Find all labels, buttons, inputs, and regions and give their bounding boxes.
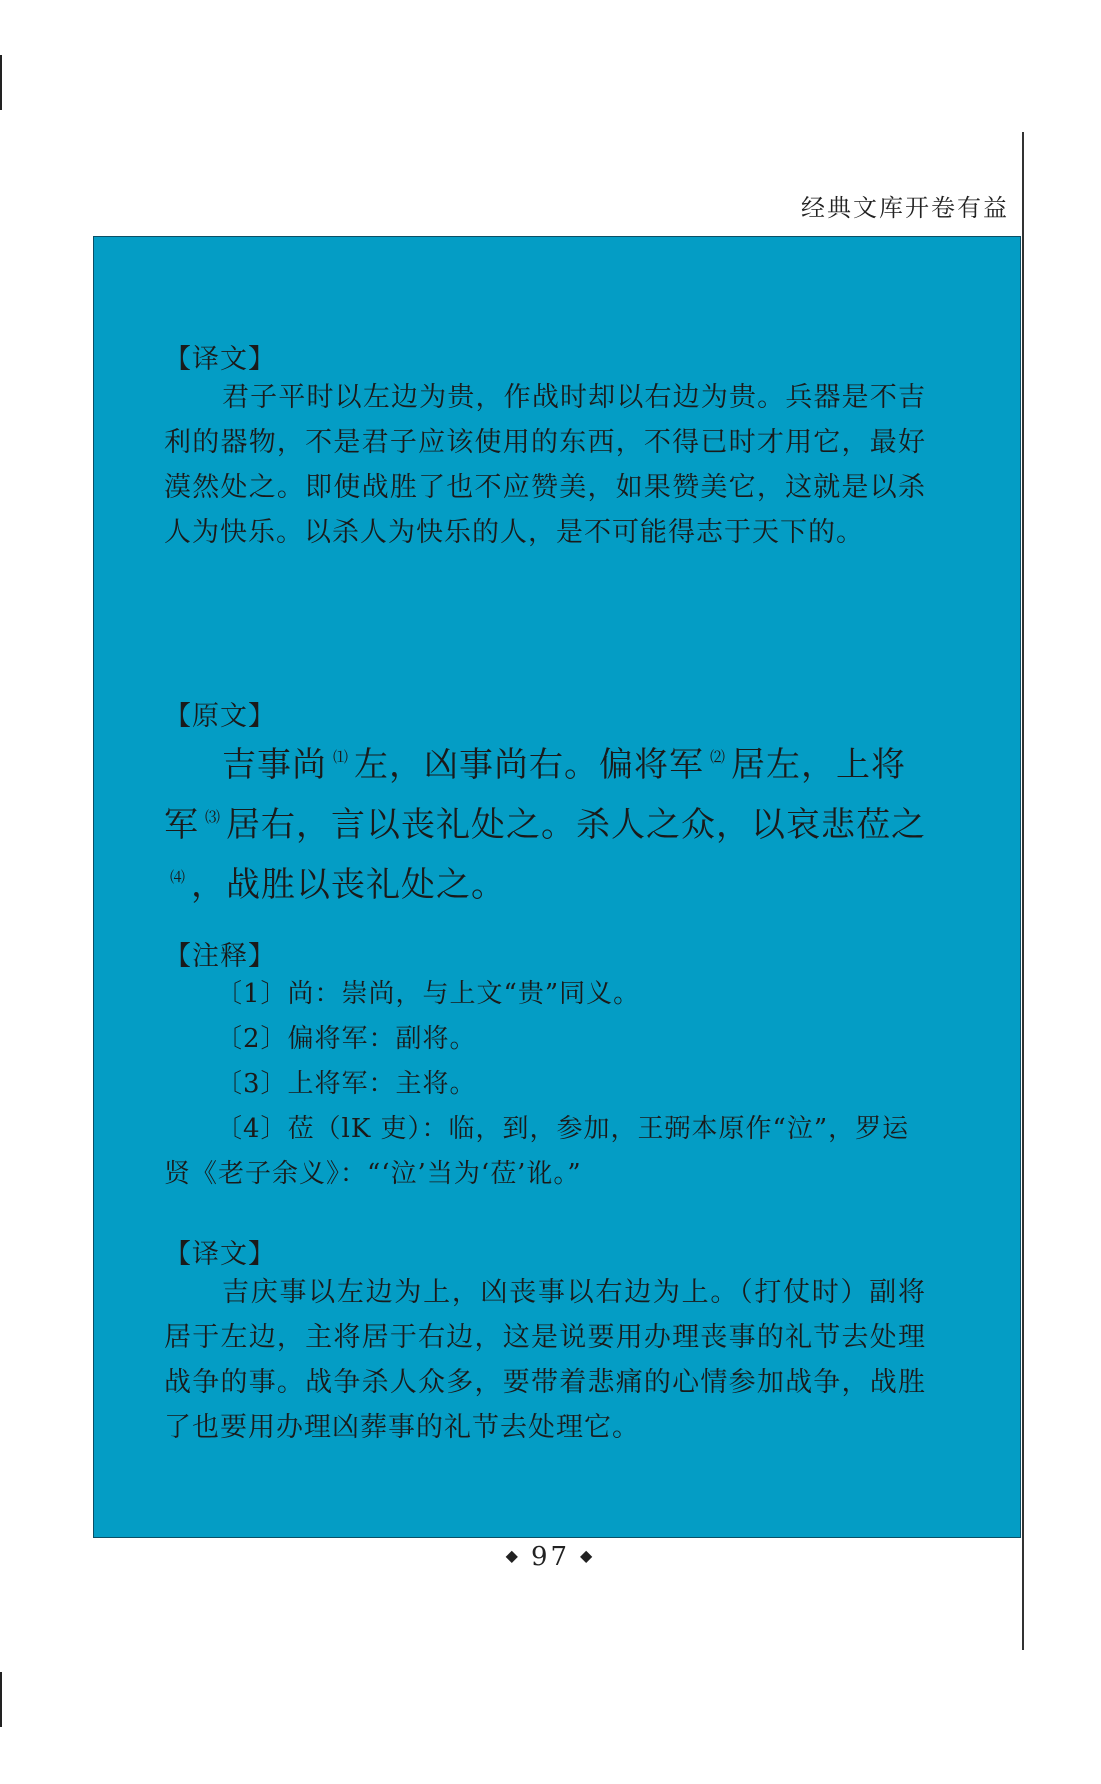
note-item: 〔3〕上将军：主将。	[216, 1069, 477, 1099]
translation-paragraph: 君子平时以左边为贵，作战时却以右边为贵。兵器是不吉利的器物，不是君子应该使用的东西，不得已时才用它，最好漠然处之。即使战胜了也不应赞美，如果赞美它，这就是以杀人为快乐。以杀人为快乐的人，是不可能得志于天下的。	[164, 382, 926, 548]
footnote-ref-3: ⑶	[205, 808, 221, 826]
running-head: 经典文库开卷有益	[801, 194, 1009, 222]
original-text-part: 吉事尚	[222, 745, 327, 785]
text-panel	[93, 236, 1021, 1538]
notes-heading: 【注释】	[164, 941, 276, 972]
margin-rule	[1022, 132, 1024, 1650]
diamond-icon: ◆	[505, 1546, 521, 1565]
original-text-part: 居左，上将军	[164, 745, 907, 845]
diamond-icon: ◆	[580, 1546, 596, 1565]
crop-mark-top	[0, 55, 2, 110]
crop-mark-bottom	[0, 1672, 2, 1727]
footnote-ref-2: ⑵	[710, 748, 726, 766]
note-item: 〔2〕偏将军：副将。	[216, 1024, 477, 1054]
note-item: 〔1〕尚：崇尚，与上文“贵”同义。	[216, 979, 641, 1009]
note-item: 〔4〕莅（lK 吏）：临，到，参加，王弼本原作“泣”，罗运贤《老子余义》：“‘泣’当为‘莅’讹。”	[164, 1114, 910, 1189]
translation-paragraph-2: 吉庆事以左边为上，凶丧事以右边为上。（打仗时）副将居于左边，主将居于右边，这是说要用办理丧事的礼节去处理战争的事。战争杀人众多，要带着悲痛的心情参加战争，战胜了也要用办理凶葬事的礼节去处理它。	[164, 1277, 926, 1443]
original-text-part: 左，凶事尚右。偏将军	[354, 745, 705, 785]
footnote-ref-4: ⑷	[170, 868, 186, 886]
footnote-ref-1: ⑴	[333, 748, 349, 766]
translation-heading-2: 【译文】	[164, 1239, 276, 1270]
original-text-part: 居右，言以丧礼处之。杀人之众，以哀悲莅之	[226, 805, 927, 845]
translation-heading: 【译文】	[164, 344, 276, 375]
original-text	[164, 731, 926, 911]
original-heading: 【原文】	[164, 701, 276, 732]
original-text-part: ，战胜以丧礼处之。	[191, 865, 507, 905]
page-number-footer	[0, 1542, 1101, 1572]
page-number: 97	[530, 1542, 571, 1572]
